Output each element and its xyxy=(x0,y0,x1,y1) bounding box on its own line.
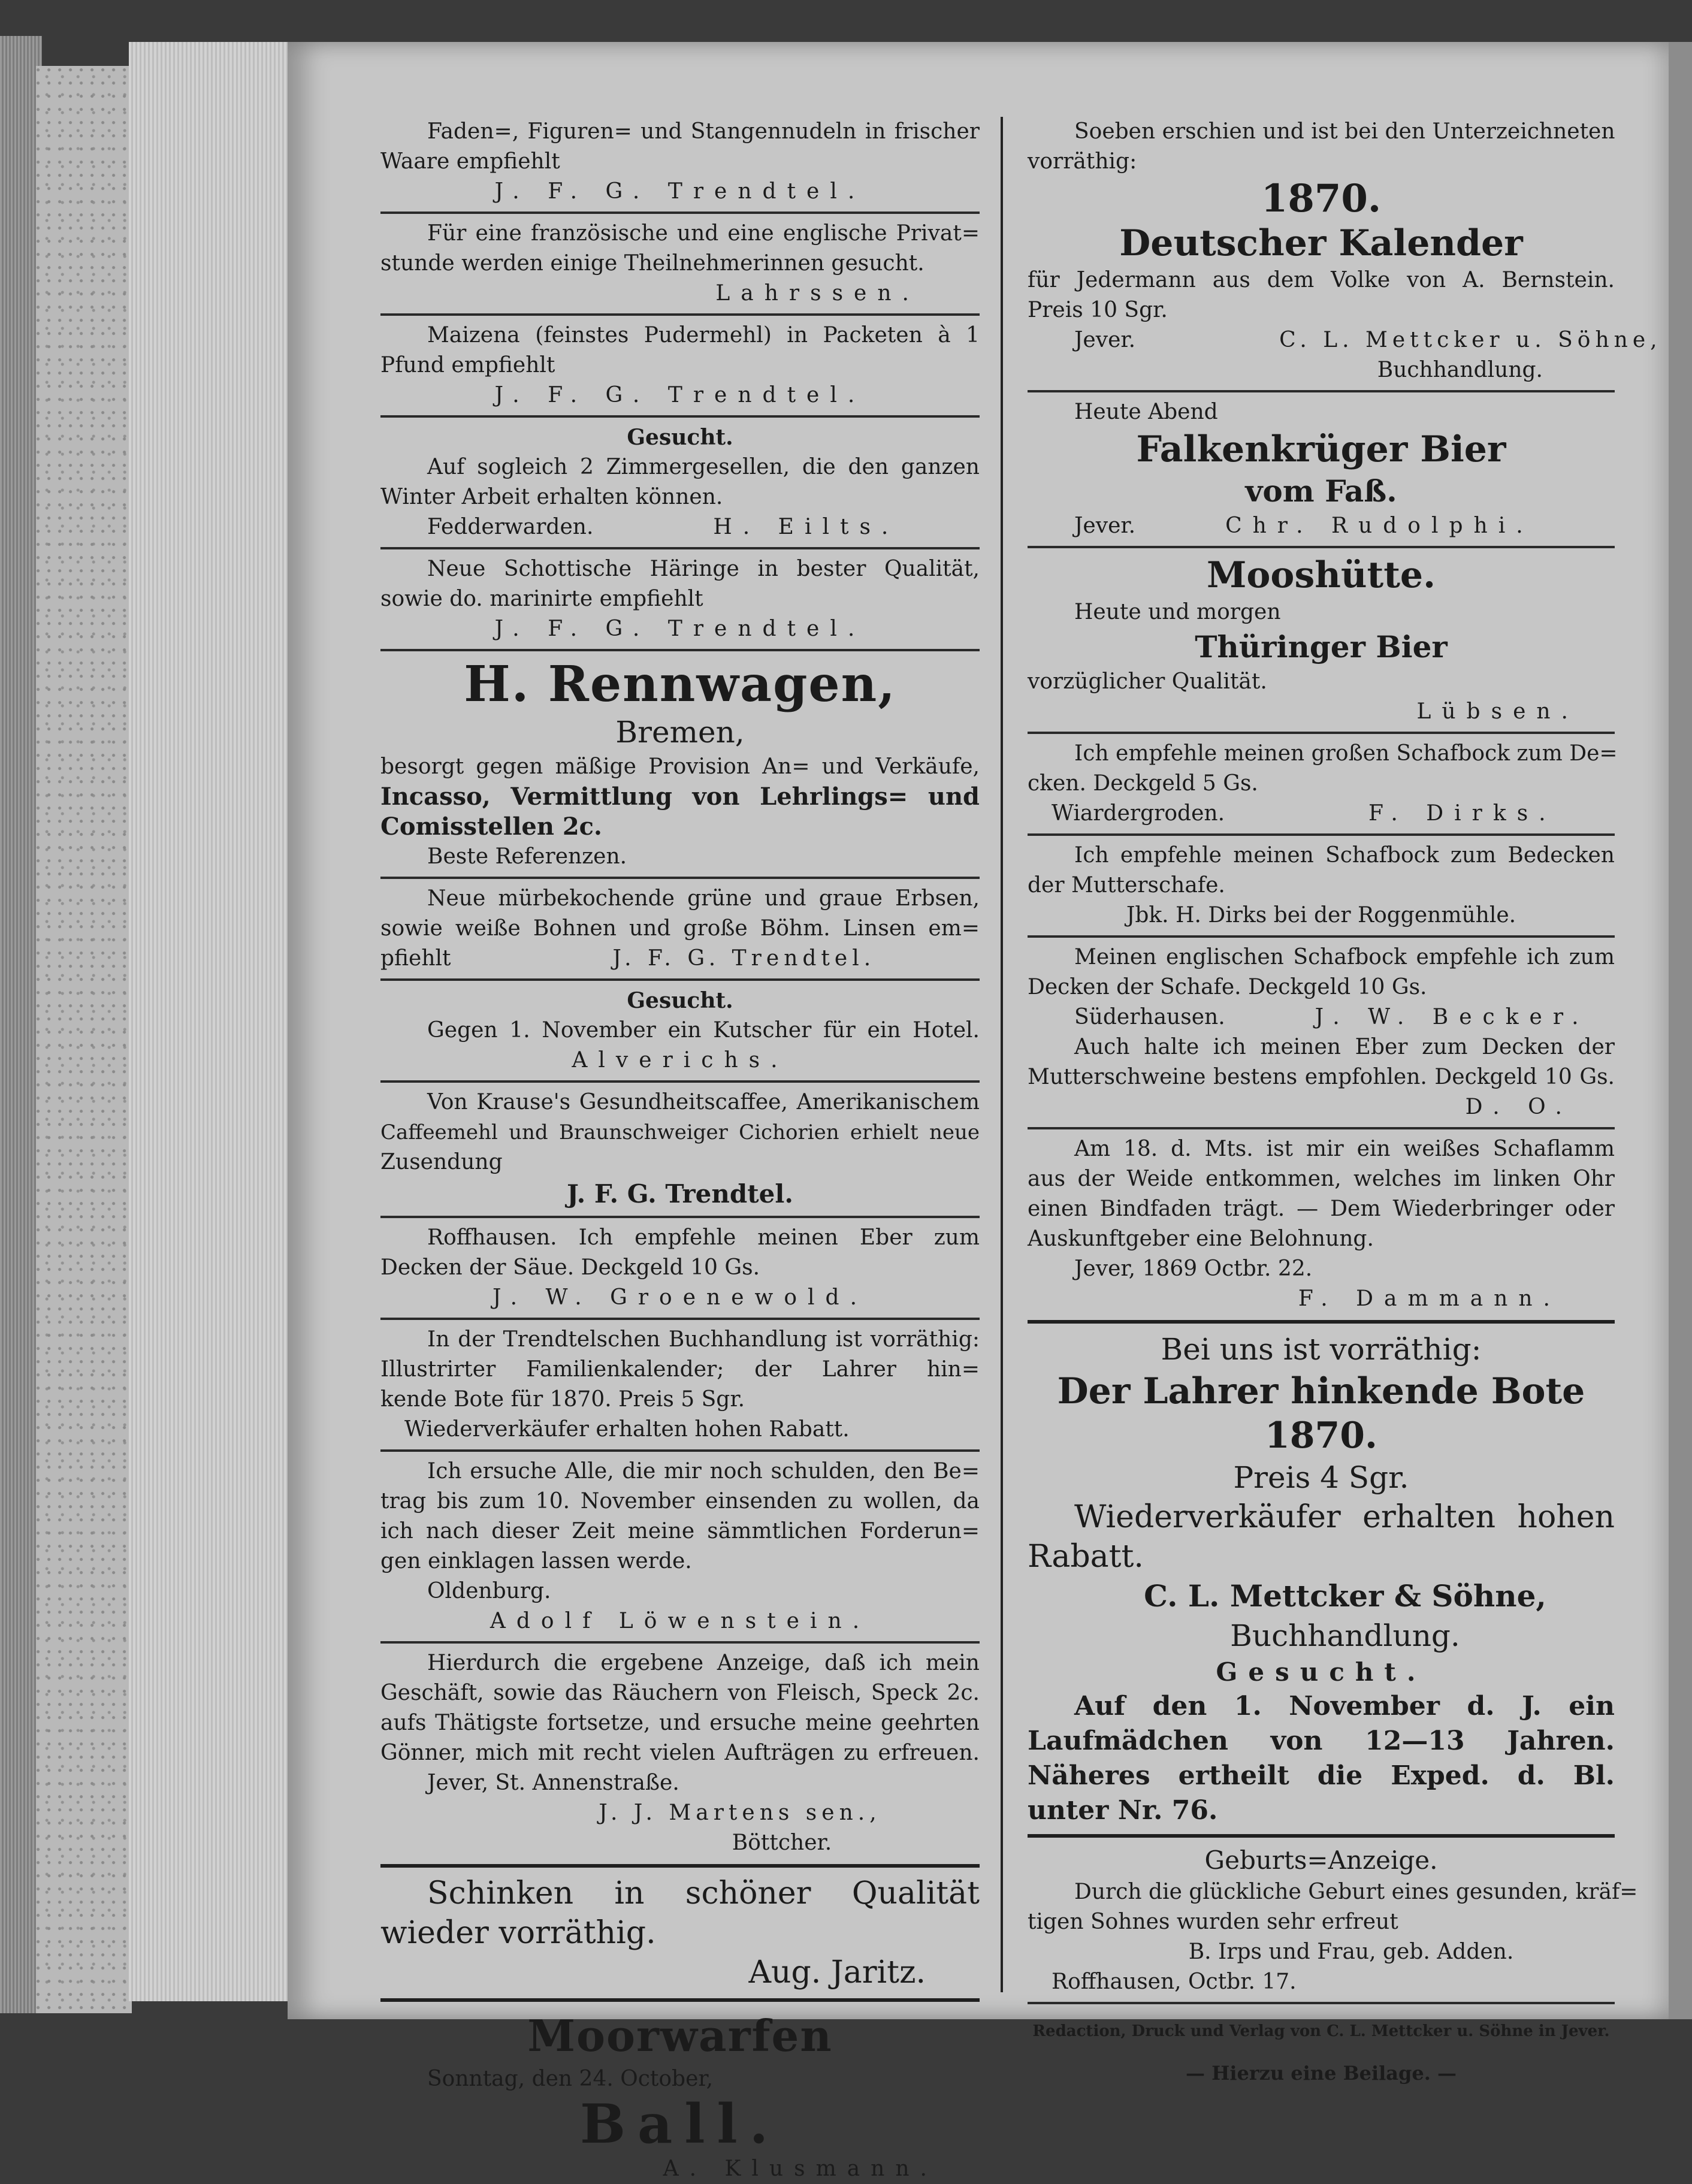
ad-text: Maizena (feinstes Pudermehl) in Packeten à 1 xyxy=(427,323,980,348)
ad-heading: Gesucht. xyxy=(1216,1657,1427,1687)
ad-text: Auf den 1. November d. J. ein xyxy=(1074,1691,1615,1721)
ad-separator xyxy=(380,978,980,981)
ad-headline: H. Rennwagen, xyxy=(464,655,896,713)
ad-text: Pfund empfiehlt xyxy=(380,353,555,377)
column-divider xyxy=(1001,117,1003,1992)
ad-text: Comisstellen 2c. xyxy=(380,812,602,841)
ad-signature: J. F. G. Trendtel. xyxy=(494,617,866,641)
ad-language-lessons xyxy=(380,219,980,309)
ad-separator xyxy=(1028,2002,1615,2004)
ad-deutscher-kalender xyxy=(1028,117,1662,385)
ad-herring xyxy=(380,554,980,644)
ad-text: tigen Sohnes wurden sehr erfreut xyxy=(1028,1910,1398,1934)
imprint-text: Redaction, Druck und Verlag von C. L. Mettcker u. Söhne in Jever. xyxy=(1032,2022,1610,2040)
ad-text: aus der Weide entkommen, welches im linken Ohr xyxy=(1028,1167,1615,1191)
ad-text: Durch die glückliche Geburt eines gesunden, kräf= xyxy=(1074,1880,1638,1904)
ad-wanted-coachman xyxy=(380,986,980,1076)
ad-text: Neue mürbekochende grüne und graue Erbsen, xyxy=(427,886,980,911)
ad-text: Jever, 1869 Octbr. 22. xyxy=(1074,1256,1313,1281)
ad-signature: Lübsen. xyxy=(1416,699,1579,724)
ad-separator xyxy=(380,1864,980,1868)
ad-text: Preis 4 Sgr. xyxy=(1233,1460,1409,1495)
ad-separator xyxy=(380,1080,980,1083)
ad-headline: Falkenkrüger Bier xyxy=(1136,428,1506,470)
ad-text: Laufmädchen von 12—13 Jahren. xyxy=(1028,1726,1615,1756)
ad-wanted-carpenters xyxy=(380,422,980,542)
ad-text: Am 18. d. Mts. ist mir ein weißes Schaflamm xyxy=(1074,1137,1615,1161)
ad-text: Ich empfehle meinen Schafbock zum Bedecken xyxy=(1074,843,1615,868)
ad-text: Heute Abend xyxy=(1074,400,1218,424)
ad-place: Fedderwarden. H. Eilts. xyxy=(427,515,899,539)
ad-text: trag bis zum 10. November einsenden zu wollen, da xyxy=(380,1489,980,1514)
ad-separator xyxy=(380,649,980,651)
ad-text: Gegen 1. November ein Kutscher für ein Hotel. xyxy=(427,1018,980,1043)
ad-text: Gönner, mich mit recht vielen Aufträgen zu erfreuen. xyxy=(380,1741,980,1765)
ad-subheadline: Bremen, xyxy=(615,715,745,750)
ad-lost-lamb xyxy=(1028,1134,1615,1314)
ad-separator xyxy=(380,1318,980,1320)
ad-signature: C. L. Mettcker & Söhne, xyxy=(1144,1578,1546,1614)
ad-place: Jever, St. Annenstraße. xyxy=(427,1771,679,1795)
ad-place: Süderhausen. J. W. Becker. xyxy=(1074,1005,1590,1029)
ad-headline: Mooshütte. xyxy=(1207,554,1436,596)
ad-headline: Ball. xyxy=(579,2092,781,2156)
ad-text: Preis 10 Sgr. xyxy=(1028,298,1168,322)
ad-text: Hierdurch die ergebene Anzeige, daß ich mein xyxy=(427,1651,980,1675)
ad-signature: Buchhandlung. xyxy=(1230,1618,1460,1653)
ad-text: Neue Schottische Häringe in bester Qualität, xyxy=(427,557,980,581)
ad-mooshuette xyxy=(1028,553,1615,727)
ad-text: Zusendung xyxy=(380,1150,503,1174)
ad-boar-groenewold xyxy=(380,1223,980,1313)
ad-separator xyxy=(380,877,980,879)
ad-text: der Mutterschafe. xyxy=(1028,873,1225,898)
ad-text: Ich empfehle meinen großen Schafbock zum De= xyxy=(1074,741,1618,766)
ad-place: Jever. Chr. Rudolphi. xyxy=(1074,513,1534,538)
ad-signature: Adolf Löwenstein. xyxy=(490,1609,871,1633)
ad-text: Incasso, Vermittlung von Lehrlings= und xyxy=(380,783,980,811)
ad-ham xyxy=(380,1874,980,1992)
ad-text: stunde werden einige Theilnehmerinnen gesucht. xyxy=(380,251,924,276)
ad-text: Ich ersuche Alle, die mir noch schulden, den Be= xyxy=(427,1459,980,1484)
ad-signature: Jbk. H. Dirks bei der Roggenmühle. xyxy=(1126,903,1516,928)
ad-moorwarfen-ball xyxy=(380,2008,980,2184)
ad-text: kende Bote für 1870. Preis 5 Sgr. xyxy=(380,1387,745,1412)
ad-separator xyxy=(1028,1834,1615,1838)
ad-signature: J. F. G. Trendtel. xyxy=(567,1179,793,1209)
ad-ram-roggenmuehle xyxy=(1028,841,1615,931)
ad-text: Mutterschweine bestens empfohlen. Deckgeld 10 Gs. xyxy=(1028,1065,1615,1089)
ad-separator xyxy=(380,1449,980,1452)
ad-separator xyxy=(1028,935,1615,938)
ad-text: Decken der Schafe. Deckgeld 10 Gs. xyxy=(1028,975,1427,999)
book-cover xyxy=(36,66,132,2013)
ad-falkenkrueger-bier xyxy=(1028,397,1615,541)
ad-text: Sonntag, den 24. October, xyxy=(427,2067,714,2091)
ad-text: Rabatt. xyxy=(1028,1539,1144,1575)
ad-signature: J. W. Groenewold. xyxy=(492,1285,868,1310)
ad-text: Faden=, Figuren= und Stangennudeln in frischer xyxy=(427,119,980,144)
ad-ram-becker xyxy=(1028,943,1615,1122)
ad-text: Von Krause's Gesundheitscaffee, Amerikanischem xyxy=(427,1090,980,1114)
ad-place: Oldenburg. xyxy=(427,1579,551,1603)
ad-place: Wiardergroden. F. Dirks. xyxy=(1052,801,1557,826)
ad-rennwagen xyxy=(380,656,980,872)
ad-text: Für eine französische und eine englische Privat= xyxy=(427,221,980,246)
ad-noodles xyxy=(380,117,980,207)
ad-text: Wiederverkäufer erhalten hohen Rabatt. xyxy=(404,1417,850,1442)
ad-signature: Buchhandlung. xyxy=(1377,358,1543,382)
ad-text: Wiederverkäufer erhalten hohen xyxy=(1074,1499,1615,1535)
ad-separator xyxy=(380,1216,980,1218)
ad-signature: J. J. Martens sen., xyxy=(599,1801,881,1825)
ad-text: Näheres ertheilt die Exped. d. Bl. xyxy=(1028,1760,1615,1791)
ad-text: Waare empfiehlt xyxy=(380,149,560,174)
ad-separator xyxy=(380,313,980,316)
ad-text: Decken der Säue. Deckgeld 10 Gs. xyxy=(380,1255,760,1280)
ad-text: Schinken in schöner Qualität xyxy=(427,1875,980,1911)
ad-headline: Moorwarfen xyxy=(527,2010,833,2061)
ad-text: Beste Referenzen. xyxy=(427,844,627,869)
ad-separator xyxy=(1028,1127,1615,1129)
left-column xyxy=(380,117,980,2184)
ad-text: In der Trendtelschen Buchhandlung ist vorräthig: xyxy=(427,1327,980,1352)
ad-text: pfiehlt J. F. G. Trendtel. xyxy=(380,946,876,971)
ad-text: Roffhausen. Ich empfehle meinen Eber zum xyxy=(427,1225,980,1250)
ad-text: Geschäft, sowie das Räuchern von Fleisch, Speck 2c. xyxy=(380,1681,980,1705)
ad-signature: Alverichs. xyxy=(572,1048,788,1073)
ad-heading: Gesucht. xyxy=(627,988,733,1013)
ad-separator xyxy=(1028,833,1615,836)
page-stack xyxy=(129,42,303,2001)
book-right-edge xyxy=(1669,42,1692,2019)
ad-separator xyxy=(1028,546,1615,548)
ad-text: Winter Arbeit erhalten können. xyxy=(380,485,723,509)
ad-heading: Geburts=Anzeige. xyxy=(1204,1845,1438,1875)
ad-text: Soeben erschien und ist bei den Unterzeichneten xyxy=(1074,119,1615,144)
ad-trendtel-bookshop xyxy=(380,1325,980,1445)
ad-separator xyxy=(1028,390,1615,392)
ad-signature: D. O. xyxy=(1465,1095,1573,1119)
ad-text: unter Nr. 76. xyxy=(1028,1795,1218,1826)
ad-signature: F. Dammann. xyxy=(1298,1286,1561,1311)
ad-place: Jever. C. L. Mettcker u. Söhne, xyxy=(1074,328,1662,352)
ad-loewenstein xyxy=(380,1457,980,1636)
ad-signature: A. Klusmann. xyxy=(663,2156,938,2181)
ad-headline: vom Faß. xyxy=(1245,473,1397,509)
ad-text: wieder vorräthig. xyxy=(380,1915,656,1951)
ad-text: sowie weiße Bohnen und große Böhm. Linsen em= xyxy=(380,916,980,941)
ad-signature: B. Irps und Frau, geb. Adden. xyxy=(1188,1940,1514,1964)
ad-coffee xyxy=(380,1088,980,1211)
ad-heading: Gesucht. xyxy=(627,425,733,450)
ad-text: einen Bindfaden trägt. — Dem Wiederbringer oder xyxy=(1028,1197,1615,1221)
ad-wanted-errand-girl xyxy=(1028,1656,1615,1828)
ad-birth-announcement xyxy=(1028,1844,1638,1997)
ad-signature: Böttcher. xyxy=(732,1830,832,1855)
ad-text: Meinen englischen Schafbock empfehle ich zum xyxy=(1074,945,1615,969)
ad-headline: Thüringer Bier xyxy=(1195,629,1448,664)
ad-signature: J. F. G. Trendtel. xyxy=(494,179,866,204)
ad-text: aufs Thätigste fortsetze, und ersuche meine geehrten xyxy=(380,1711,980,1735)
ad-headline: Bei uns ist vorräthig: xyxy=(1161,1332,1482,1367)
ad-text: besorgt gegen mäßige Provision An= und Verkäufe, xyxy=(380,754,980,779)
ad-headline: 1870. xyxy=(1261,176,1382,221)
ad-text: vorräthig: xyxy=(1028,149,1137,174)
ad-text: cken. Deckgeld 5 Gs. xyxy=(1028,771,1258,796)
ad-text: für Jedermann aus dem Volke von A. Bernstein. xyxy=(1028,268,1615,292)
ad-separator xyxy=(380,212,980,214)
ad-signature: J. F. G. Trendtel. xyxy=(494,383,866,407)
ad-martens xyxy=(380,1648,980,1858)
ad-separator xyxy=(1028,732,1615,734)
ad-text: vorzüglicher Qualität. xyxy=(1028,669,1267,694)
ad-headline: Deutscher Kalender xyxy=(1119,222,1523,264)
ad-ram-dirks xyxy=(1028,739,1618,829)
ad-separator xyxy=(380,1998,980,2002)
ad-text: gen einklagen lassen werde. xyxy=(380,1549,692,1573)
ad-separator xyxy=(380,415,980,418)
ad-headline: 1870. xyxy=(1265,1415,1377,1457)
ad-place: Roffhausen, Octbr. 17. xyxy=(1052,1969,1297,1994)
right-column xyxy=(1028,117,1662,2104)
ad-maizena xyxy=(380,321,980,410)
ad-text: Illustrirter Familienkalender; der Lahrer hin= xyxy=(380,1357,980,1382)
ad-separator xyxy=(380,547,980,549)
ad-headline: Der Lahrer hinkende Bote xyxy=(1057,1370,1585,1412)
ad-text: Auf sogleich 2 Zimmergesellen, die den ganzen xyxy=(427,455,980,479)
ad-signature: Aug. Jaritz. xyxy=(748,1955,926,1990)
ad-text: ich nach dieser Zeit meine sämmtlichen Forderun= xyxy=(380,1519,980,1543)
ad-peas xyxy=(380,884,980,974)
ad-lahrer-bote xyxy=(1028,1330,1615,1656)
imprint xyxy=(1028,2020,1615,2085)
imprint-supplement: — Hierzu eine Beilage. — xyxy=(1185,2062,1457,2085)
ad-text: Auch halte ich meinen Eber zum Decken der xyxy=(1074,1035,1615,1059)
ad-text: sowie do. marinirte empfiehlt xyxy=(380,587,703,611)
ad-separator xyxy=(380,1641,980,1644)
ad-text: Auskunftgeber eine Belohnung. xyxy=(1028,1227,1374,1251)
ad-text: Heute und morgen xyxy=(1074,600,1281,624)
ad-signature: Lahrssen. xyxy=(715,281,920,306)
ad-text: Caffeemehl und Braunschweiger Cichorien erhielt neue xyxy=(380,1120,980,1144)
ad-separator xyxy=(1028,1320,1615,1324)
